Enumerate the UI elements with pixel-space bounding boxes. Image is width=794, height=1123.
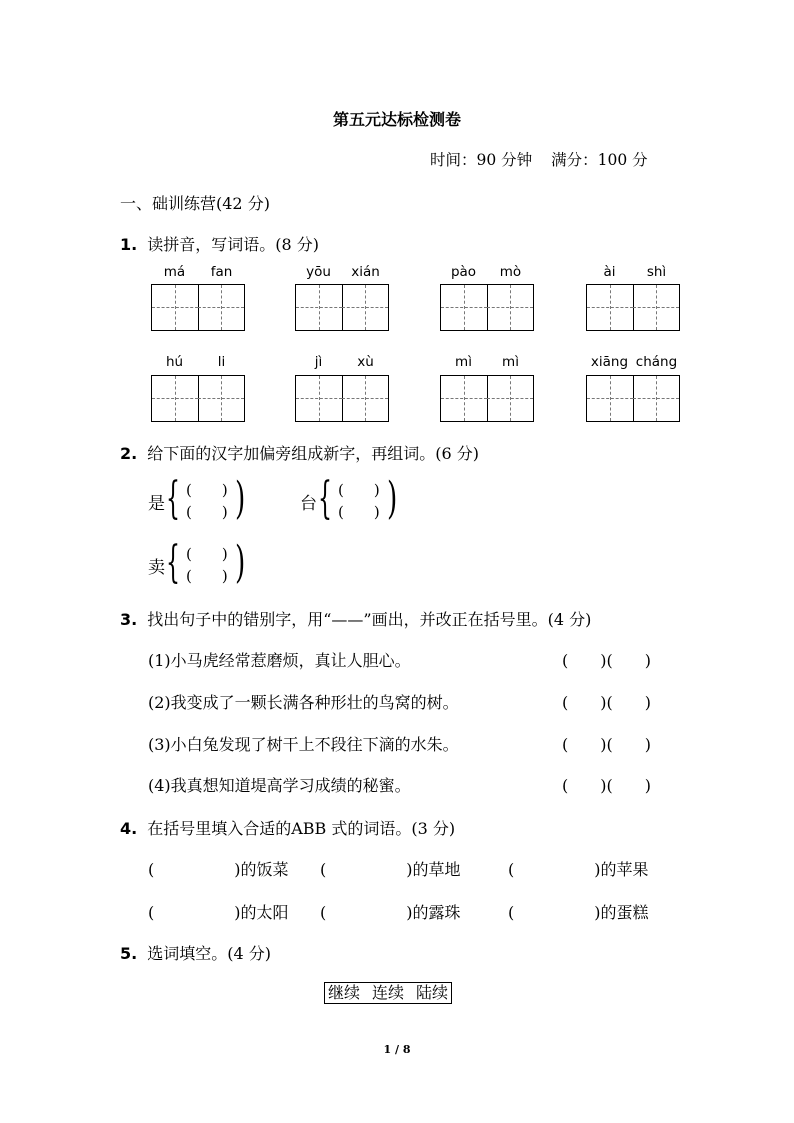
question-number: 3. — [120, 610, 138, 629]
pinyin-text: fan — [210, 264, 233, 280]
guide-line — [487, 398, 533, 399]
guide-line — [441, 398, 487, 399]
correction-blank[interactable]: ( )( ) — [562, 776, 651, 795]
word-option: 陆续 — [416, 983, 449, 1002]
abb-item[interactable]: ( )的太阳 — [148, 903, 289, 922]
writing-grid — [151, 375, 245, 422]
question-text: 在括号里填入合适的ABB 式的词语。(3 分) — [147, 819, 456, 838]
pinyin-text: shì — [646, 264, 667, 280]
pinyin-text: má — [163, 264, 186, 280]
writing-cell[interactable] — [587, 376, 634, 421]
answer-blank[interactable]: ( ) — [186, 567, 228, 585]
right-brace: ) — [235, 473, 246, 524]
writing-cell[interactable] — [342, 376, 388, 421]
guide-line — [487, 307, 533, 308]
left-brace: { — [166, 473, 180, 524]
abb-item[interactable]: ( )的饭菜 — [148, 860, 289, 879]
sentence-item: (2)我变成了一颗长满各种形壮的鸟窝的树。 — [148, 693, 459, 712]
guide-line — [296, 398, 342, 399]
pinyin-text: li — [217, 354, 226, 370]
writing-cell[interactable] — [198, 376, 244, 421]
pinyin-text: mì — [455, 354, 472, 370]
pinyin-text: jì — [314, 354, 323, 370]
guide-line — [342, 398, 388, 399]
page-title: 第五元达标检测卷 — [332, 110, 461, 129]
word-option: 继续 — [328, 983, 361, 1002]
writing-grid — [295, 284, 389, 331]
answer-blank[interactable]: ( ) — [186, 545, 228, 563]
writing-cell[interactable] — [296, 285, 343, 330]
pinyin-text: hú — [165, 354, 184, 370]
sentence-item: (1)小马虎经常惹磨烦，真让人胆心。 — [148, 651, 411, 670]
pinyin-text: xiāng — [590, 354, 629, 370]
pinyin-text: pào — [450, 264, 477, 280]
abb-item[interactable]: ( )的草地 — [320, 860, 461, 879]
writing-cell[interactable] — [342, 285, 388, 330]
guide-line — [152, 307, 198, 308]
correction-blank[interactable]: ( )( ) — [562, 735, 651, 754]
guide-line — [342, 307, 388, 308]
question-2 — [120, 441, 479, 464]
answer-blank[interactable]: ( ) — [338, 481, 380, 499]
pinyin-text: ài — [603, 264, 616, 280]
pinyin-text: xián — [351, 264, 380, 280]
base-char: 台 — [300, 494, 317, 514]
writing-cell[interactable] — [152, 376, 199, 421]
writing-cell[interactable] — [633, 285, 679, 330]
question-number: 5. — [120, 944, 138, 963]
correction-blank[interactable]: ( )( ) — [562, 693, 651, 712]
right-brace: ) — [235, 537, 246, 588]
abb-item[interactable]: ( )的蛋糕 — [508, 903, 649, 922]
sentence-item: (4)我真想知道堤高学习成绩的秘蜜。 — [148, 776, 411, 795]
question-text: 选词填空。(4 分) — [147, 944, 271, 963]
pinyin-text: xù — [357, 354, 374, 370]
guide-line — [633, 398, 679, 399]
writing-cell[interactable] — [441, 376, 488, 421]
sentence-item: (3)小白兔发现了树干上不段往下滴的水朱。 — [148, 735, 459, 754]
question-5 — [120, 941, 271, 964]
writing-cell[interactable] — [441, 285, 488, 330]
score-label: 满分：100 分 — [551, 151, 648, 169]
pinyin-text: mò — [499, 264, 522, 280]
question-text: 找出句子中的错别字，用“——”画出，并改正在括号里。(4 分) — [147, 610, 592, 629]
word-option: 连续 — [372, 983, 405, 1002]
word-choice-box — [324, 982, 452, 1004]
question-number: 4. — [120, 819, 138, 838]
writing-grid — [151, 284, 245, 331]
guide-line — [152, 398, 198, 399]
pinyin-text: mì — [502, 354, 519, 370]
guide-line — [441, 307, 487, 308]
abb-item[interactable]: ( )的苹果 — [508, 860, 649, 879]
pinyin-text: yōu — [306, 264, 331, 280]
base-char: 是 — [148, 494, 165, 514]
writing-cell[interactable] — [152, 285, 199, 330]
writing-cell[interactable] — [633, 376, 679, 421]
writing-grid — [440, 375, 534, 422]
guide-line — [587, 398, 633, 399]
writing-cell[interactable] — [487, 285, 533, 330]
question-4 — [120, 816, 455, 839]
writing-grid — [586, 375, 680, 422]
writing-grid — [440, 284, 534, 331]
guide-line — [198, 398, 244, 399]
left-brace: { — [166, 537, 180, 588]
writing-grid — [586, 284, 680, 331]
writing-cell[interactable] — [487, 376, 533, 421]
exam-info — [430, 148, 662, 170]
question-number: 1. — [120, 235, 138, 254]
question-3 — [120, 607, 591, 630]
question-text: 给下面的汉字加偏旁组成新字，再组词。(6 分) — [147, 444, 479, 463]
guide-line — [198, 307, 244, 308]
question-number: 2. — [120, 444, 138, 463]
guide-line — [587, 307, 633, 308]
left-brace: { — [318, 473, 332, 524]
writing-grid — [295, 375, 389, 422]
pinyin-text: cháng — [635, 354, 678, 370]
correction-blank[interactable]: ( )( ) — [562, 651, 651, 670]
question-text: 读拼音，写词语。(8 分) — [147, 235, 319, 254]
section-heading: 一、础训练营(42 分) — [120, 194, 270, 213]
guide-line — [296, 307, 342, 308]
answer-blank[interactable]: ( ) — [186, 481, 228, 499]
answer-blank[interactable]: ( ) — [186, 503, 228, 521]
writing-cell[interactable] — [296, 376, 343, 421]
time-label: 时间：90 分钟 — [430, 151, 533, 169]
question-1 — [120, 232, 319, 255]
writing-cell[interactable] — [198, 285, 244, 330]
answer-blank[interactable]: ( ) — [338, 503, 380, 521]
page-number: 1 / 8 — [383, 1043, 411, 1056]
guide-line — [633, 307, 679, 308]
writing-cell[interactable] — [587, 285, 634, 330]
abb-item[interactable]: ( )的露珠 — [320, 903, 461, 922]
right-brace: ) — [387, 473, 398, 524]
base-char: 卖 — [148, 558, 165, 578]
